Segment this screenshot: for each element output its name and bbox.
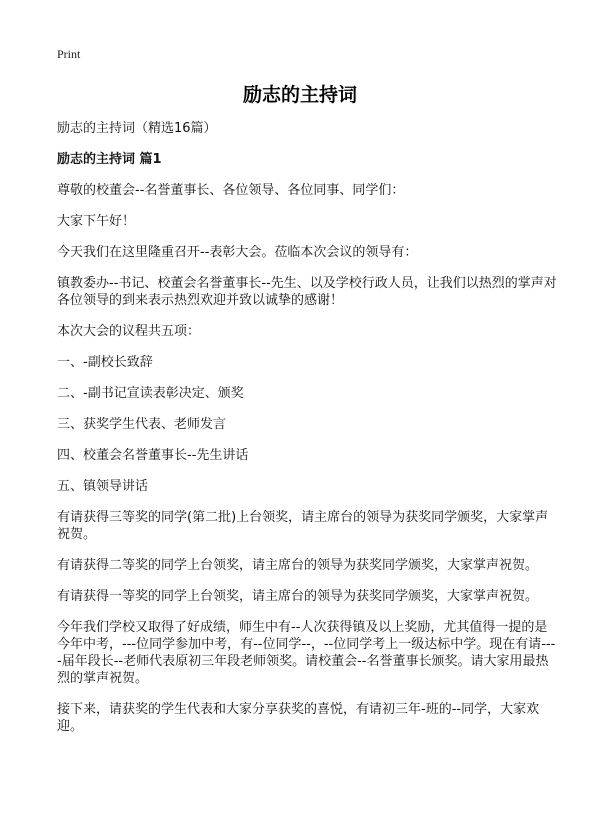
page-title: 励志的主持词 <box>242 84 357 106</box>
paragraph-achievements: 今年我们学校又取得了好成绩，师生中有--人次获得镇及以上奖励，尤其值得一提的是今年中考，---位同学参加中考，有--位同学--，--位同学考上一级达标中学。现在有请----届年段长--老师代表原初三年段老师领奖。请校董会--名誉董事长颁奖。请大家用最热烈的掌声祝贺。 <box>57 620 556 686</box>
document-body <box>57 120 557 749</box>
agenda-item-5: 五、镇领导讲话 <box>57 479 149 494</box>
agenda-item-4: 四、校董会名誉董事长--先生讲话 <box>57 448 249 463</box>
section-title: 励志的主持词 篇1 <box>57 152 162 167</box>
paragraph-third-prize: 有请获得三等奖的同学(第二批)上台领奖，请主席台的领导为获奖同学颁奖，大家掌声祝贺。 <box>57 510 549 542</box>
document-subtitle: 励志的主持词（精选16篇） <box>57 121 217 136</box>
paragraph-good-afternoon: 大家下午好！ <box>57 214 136 229</box>
agenda-item-1: 一、-副校长致辞 <box>57 355 153 370</box>
print-link[interactable]: Print <box>57 47 81 61</box>
paragraph-greeting: 尊敬的校董会--名誉董事长、各位领导、各位同事、同学们： <box>57 183 405 198</box>
agenda-item-3: 三、获奖学生代表、老师发言 <box>57 417 227 432</box>
paragraph-agenda-intro: 本次大会的议程共五项： <box>57 324 201 339</box>
paragraph-second-prize: 有请获得二等奖的同学上台领奖，请主席台的领导为获奖同学颁奖，大家掌声祝贺。 <box>57 558 539 573</box>
agenda-item-2: 二、-副书记宣读表彰决定、颁奖 <box>57 386 244 401</box>
paragraph-student-representative: 接下来，请获奖的学生代表和大家分享获奖的喜悦，有请初三年-班的--同学，大家欢迎。 <box>57 702 540 734</box>
paragraph-meeting-intro: 今天我们在这里隆重召开--表彰大会。莅临本次会议的领导有： <box>57 245 418 260</box>
paragraph-leaders: 镇教委办--书记、校董会名誉董事长--先生、以及学校行政人员，让我们以热烈的掌声对各位领导的到来表示热烈欢迎并致以诚挚的感谢！ <box>57 276 557 308</box>
paragraph-first-prize: 有请获得一等奖的同学上台领奖，请主席台的领导为获奖同学颁奖，大家掌声祝贺。 <box>57 589 539 604</box>
